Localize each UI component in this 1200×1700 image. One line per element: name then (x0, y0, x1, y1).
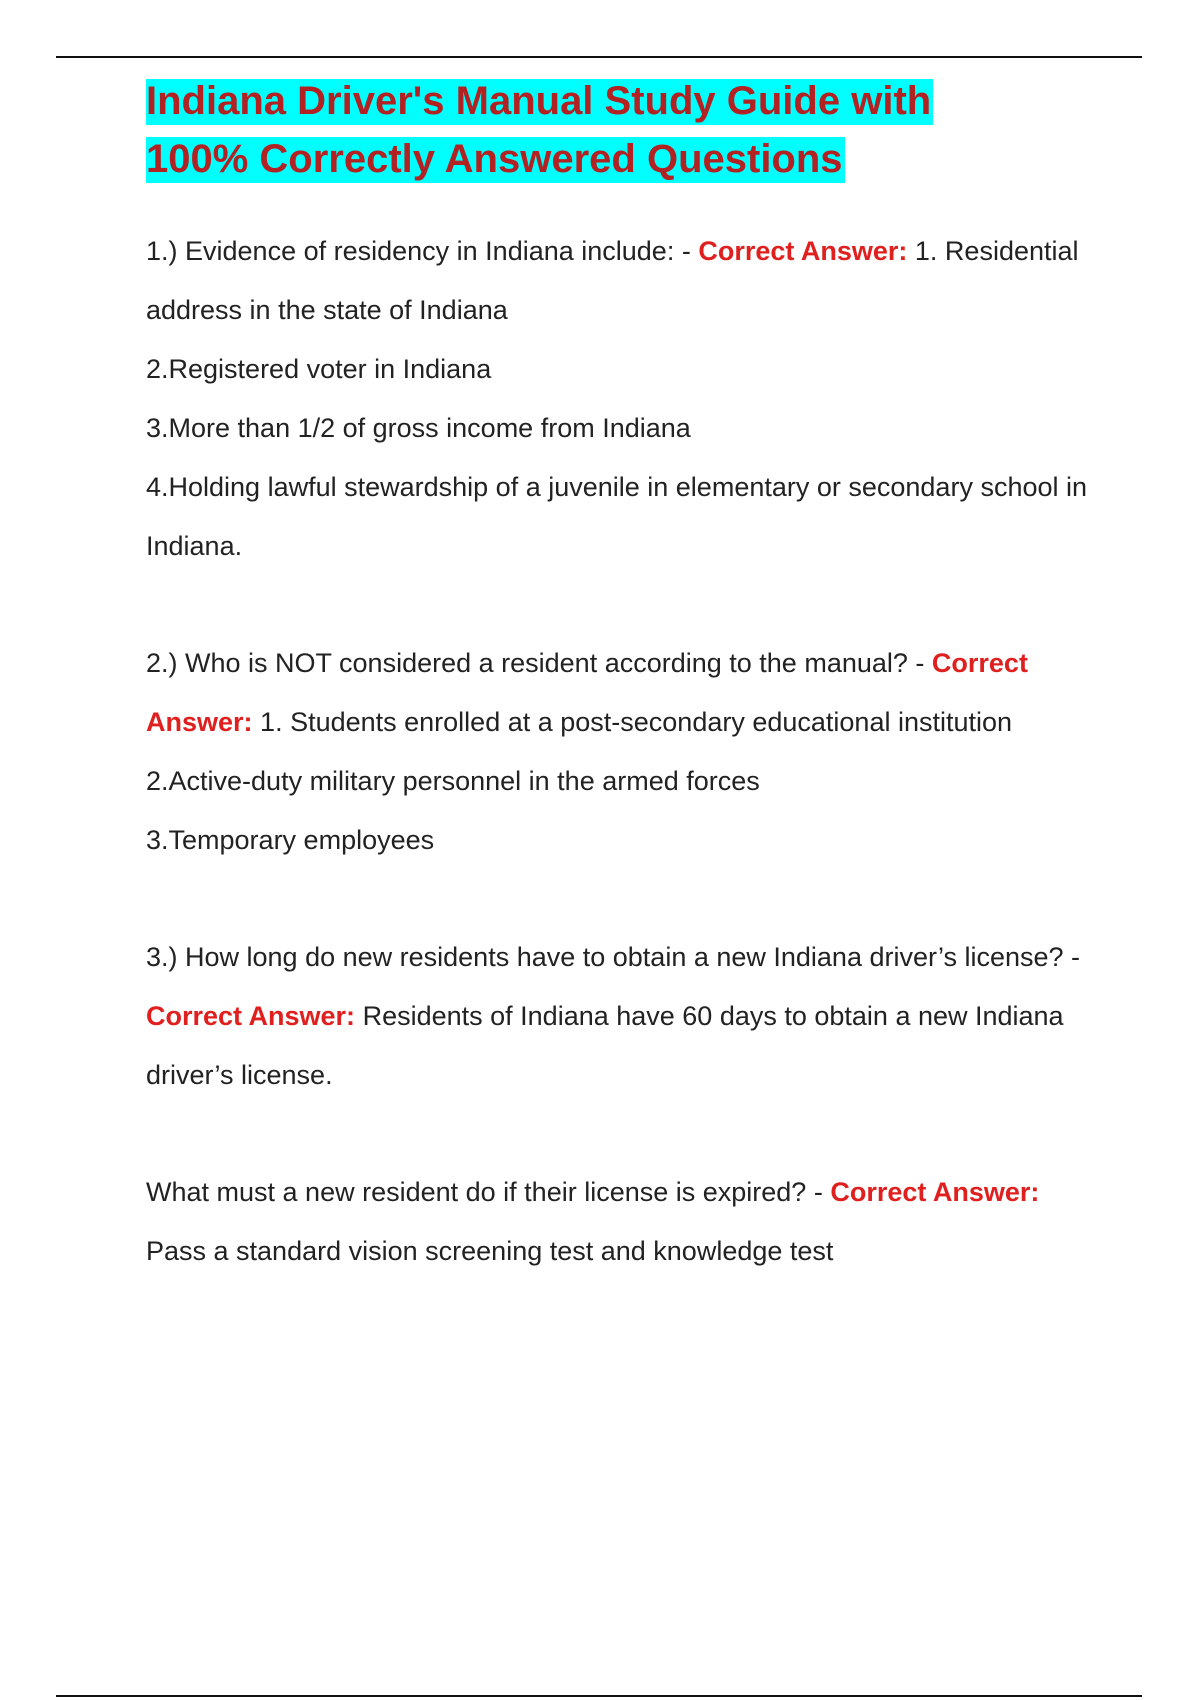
question-text: What must a new resident do if their license is expired? - (146, 1177, 823, 1207)
answer-line: 4.Holding lawful stewardship of a juvenile in elementary or secondary school in Indiana. (146, 472, 1088, 561)
question-text: 2.) Who is NOT considered a resident according to the manual? - (146, 648, 925, 678)
qa-question-block (146, 928, 1096, 1105)
qa-item-4 (146, 1163, 1096, 1281)
answer-text: Residents of Indiana have 60 days to obtain a new Indiana driver’s license. (146, 1001, 1064, 1090)
answer-line: 2.Active-duty military personnel in the armed forces (146, 766, 760, 796)
qa-question-block (146, 634, 1096, 752)
answer-text: 1. Residential address in the state of Indiana (146, 236, 1079, 325)
title-line-2: 100% Correctly Answered Questions (146, 137, 843, 181)
header-rule (56, 56, 1142, 58)
qa-item-1 (146, 222, 1096, 576)
document-body (146, 72, 1096, 1339)
footer-rule (56, 1695, 1142, 1697)
answer-line: 3.Temporary employees (146, 825, 435, 855)
qa-item-3 (146, 928, 1096, 1105)
answer-label: Correct Answer: (146, 1001, 356, 1031)
qa-item-2 (146, 634, 1096, 870)
question-text: 1.) Evidence of residency in Indiana include: - (146, 236, 691, 266)
question-text: 3.) How long do new residents have to obtain a new Indiana driver’s license? - (146, 942, 1081, 972)
title-line-1: Indiana Driver's Manual Study Guide with (146, 79, 932, 123)
document-title (146, 72, 1096, 188)
answer-label: Correct Answer: (698, 236, 908, 266)
answer-text: Pass a standard vision screening test and knowledge test (146, 1236, 834, 1266)
answer-line: 3.More than 1/2 of gross income from Indiana (146, 413, 691, 443)
answer-label: Correct Answer: (146, 648, 1028, 737)
qa-question-block (146, 1163, 1096, 1281)
answer-label: Correct Answer: (830, 1177, 1040, 1207)
qa-question-block (146, 222, 1096, 340)
answer-text: 1. Students enrolled at a post-secondary educational institution (260, 707, 1013, 737)
answer-line: 2.Registered voter in Indiana (146, 354, 492, 384)
